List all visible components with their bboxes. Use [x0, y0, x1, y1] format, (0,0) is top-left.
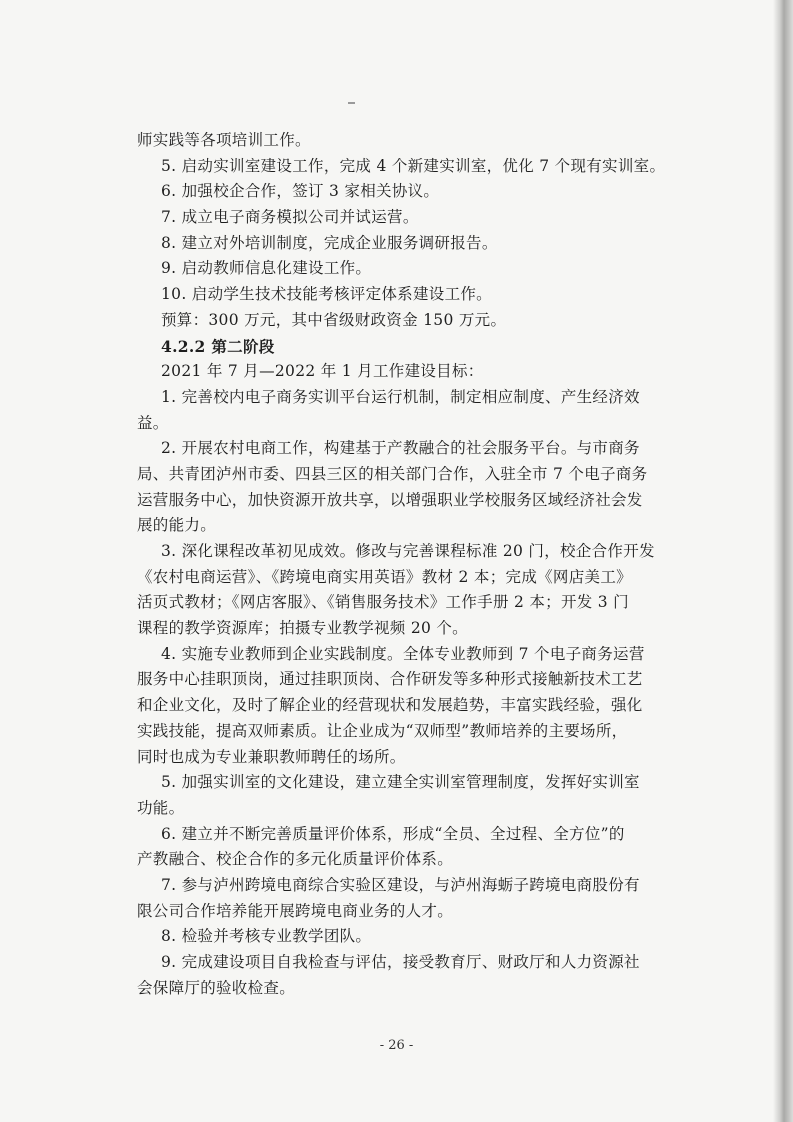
text-line: 同时也成为专业兼职教师聘任的场所。 [137, 747, 406, 766]
text-line: 8. 建立对外培训制度，完成企业服务调研报告。 [161, 233, 498, 252]
text-line: 预算：300 万元，其中省级财政资金 150 万元。 [161, 310, 507, 329]
text-line: 2021 年 7 月—2022 年 1 月工作建设目标： [161, 362, 484, 381]
text-line: 5. 启动实训室建设工作，完成 4 个新建实训室，优化 7 个现有实训室。 [161, 156, 666, 175]
text-line: 局、共青团泸州市委、四县三区的相关部门合作，入驻全市 7 个电子商务 [137, 464, 648, 483]
text-line: 功能。 [137, 798, 185, 817]
text-line: 1. 完善校内电子商务实训平台运行机制，制定相应制度、产生经济效 [161, 387, 640, 406]
text-line: 《农村电商运营》、《跨境电商实用英语》教材 2 本；完成《网店美工》 [137, 567, 632, 586]
text-line: 益。 [137, 413, 169, 432]
text-line: 7. 参与泸州跨境电商综合实验区建设，与泸州海蛎子跨境电商股份有 [161, 875, 640, 894]
text-line: 限公司合作培养能开展跨境电商业务的人才。 [137, 901, 454, 920]
text-line: 课程的教学资源库；拍摄专业教学视频 20 个。 [137, 619, 468, 638]
text-line: 6. 加强校企合作，签订 3 家相关协议。 [161, 182, 440, 201]
text-line: 9. 完成建设项目自我检查与评估，接受教育厅、财政厅和人力资源社 [161, 953, 640, 971]
text-line: 6. 建立并不断完善质量评价体系，形成“全员、全过程、全方位”的 [161, 824, 625, 843]
document-body [137, 128, 693, 1001]
text-line: 和企业文化，及时了解企业的经营现状和发展趋势，丰富实践经验，强化 [137, 696, 643, 715]
section-heading: 4.2.2 第二阶段 [161, 336, 275, 356]
text-line: 4. 实施专业教师到企业实践制度。全体专业教师到 7 个电子商务运营 [161, 644, 645, 663]
text-line: 9. 启动教师信息化建设工作。 [161, 259, 372, 278]
text-line: 2. 开展农村电商工作，构建基于产教融合的社会服务平台。与市商务 [161, 439, 640, 458]
text-line: 服务中心挂职顶岗，通过挂职顶岗、合作研发等多种形式接触新技术工艺 [137, 670, 643, 689]
text-line: 活页式教材；《网店客服》、《销售服务技术》工作手册 2 本；开发 3 门 [137, 593, 629, 612]
text-line: 产教融合、校企合作的多元化质量评价体系。 [137, 850, 454, 869]
scanner-edge-shadow [773, 0, 793, 1122]
text-line: 7. 成立电子商务模拟公司并试运营。 [161, 208, 419, 227]
page-number: - 26 - [379, 1038, 414, 1053]
text-line: 10. 启动学生技术技能考核评定体系建设工作。 [161, 285, 492, 304]
text-line: 运营服务中心，加快资源开放共享，以增强职业学校服务区域经济社会发 [137, 490, 643, 509]
text-line: 展的能力。 [137, 516, 217, 535]
text-line: 5. 加强实训室的文化建设，建立建全实训室管理制度，发挥好实训室 [161, 773, 640, 792]
scan-speck [348, 102, 355, 104]
text-line: 3. 深化课程改革初见成效。修改与完善课程标准 20 门，校企合作开发 [161, 542, 655, 560]
text-line: 8. 检验并考核专业教学团队。 [161, 927, 372, 946]
text-line: 师实践等各项培训工作。 [137, 131, 311, 149]
text-line: 会保障厅的验收检查。 [137, 978, 296, 997]
text-line: 实践技能，提高双师素质。让企业成为“双师型”教师培养的主要场所， [137, 721, 628, 740]
